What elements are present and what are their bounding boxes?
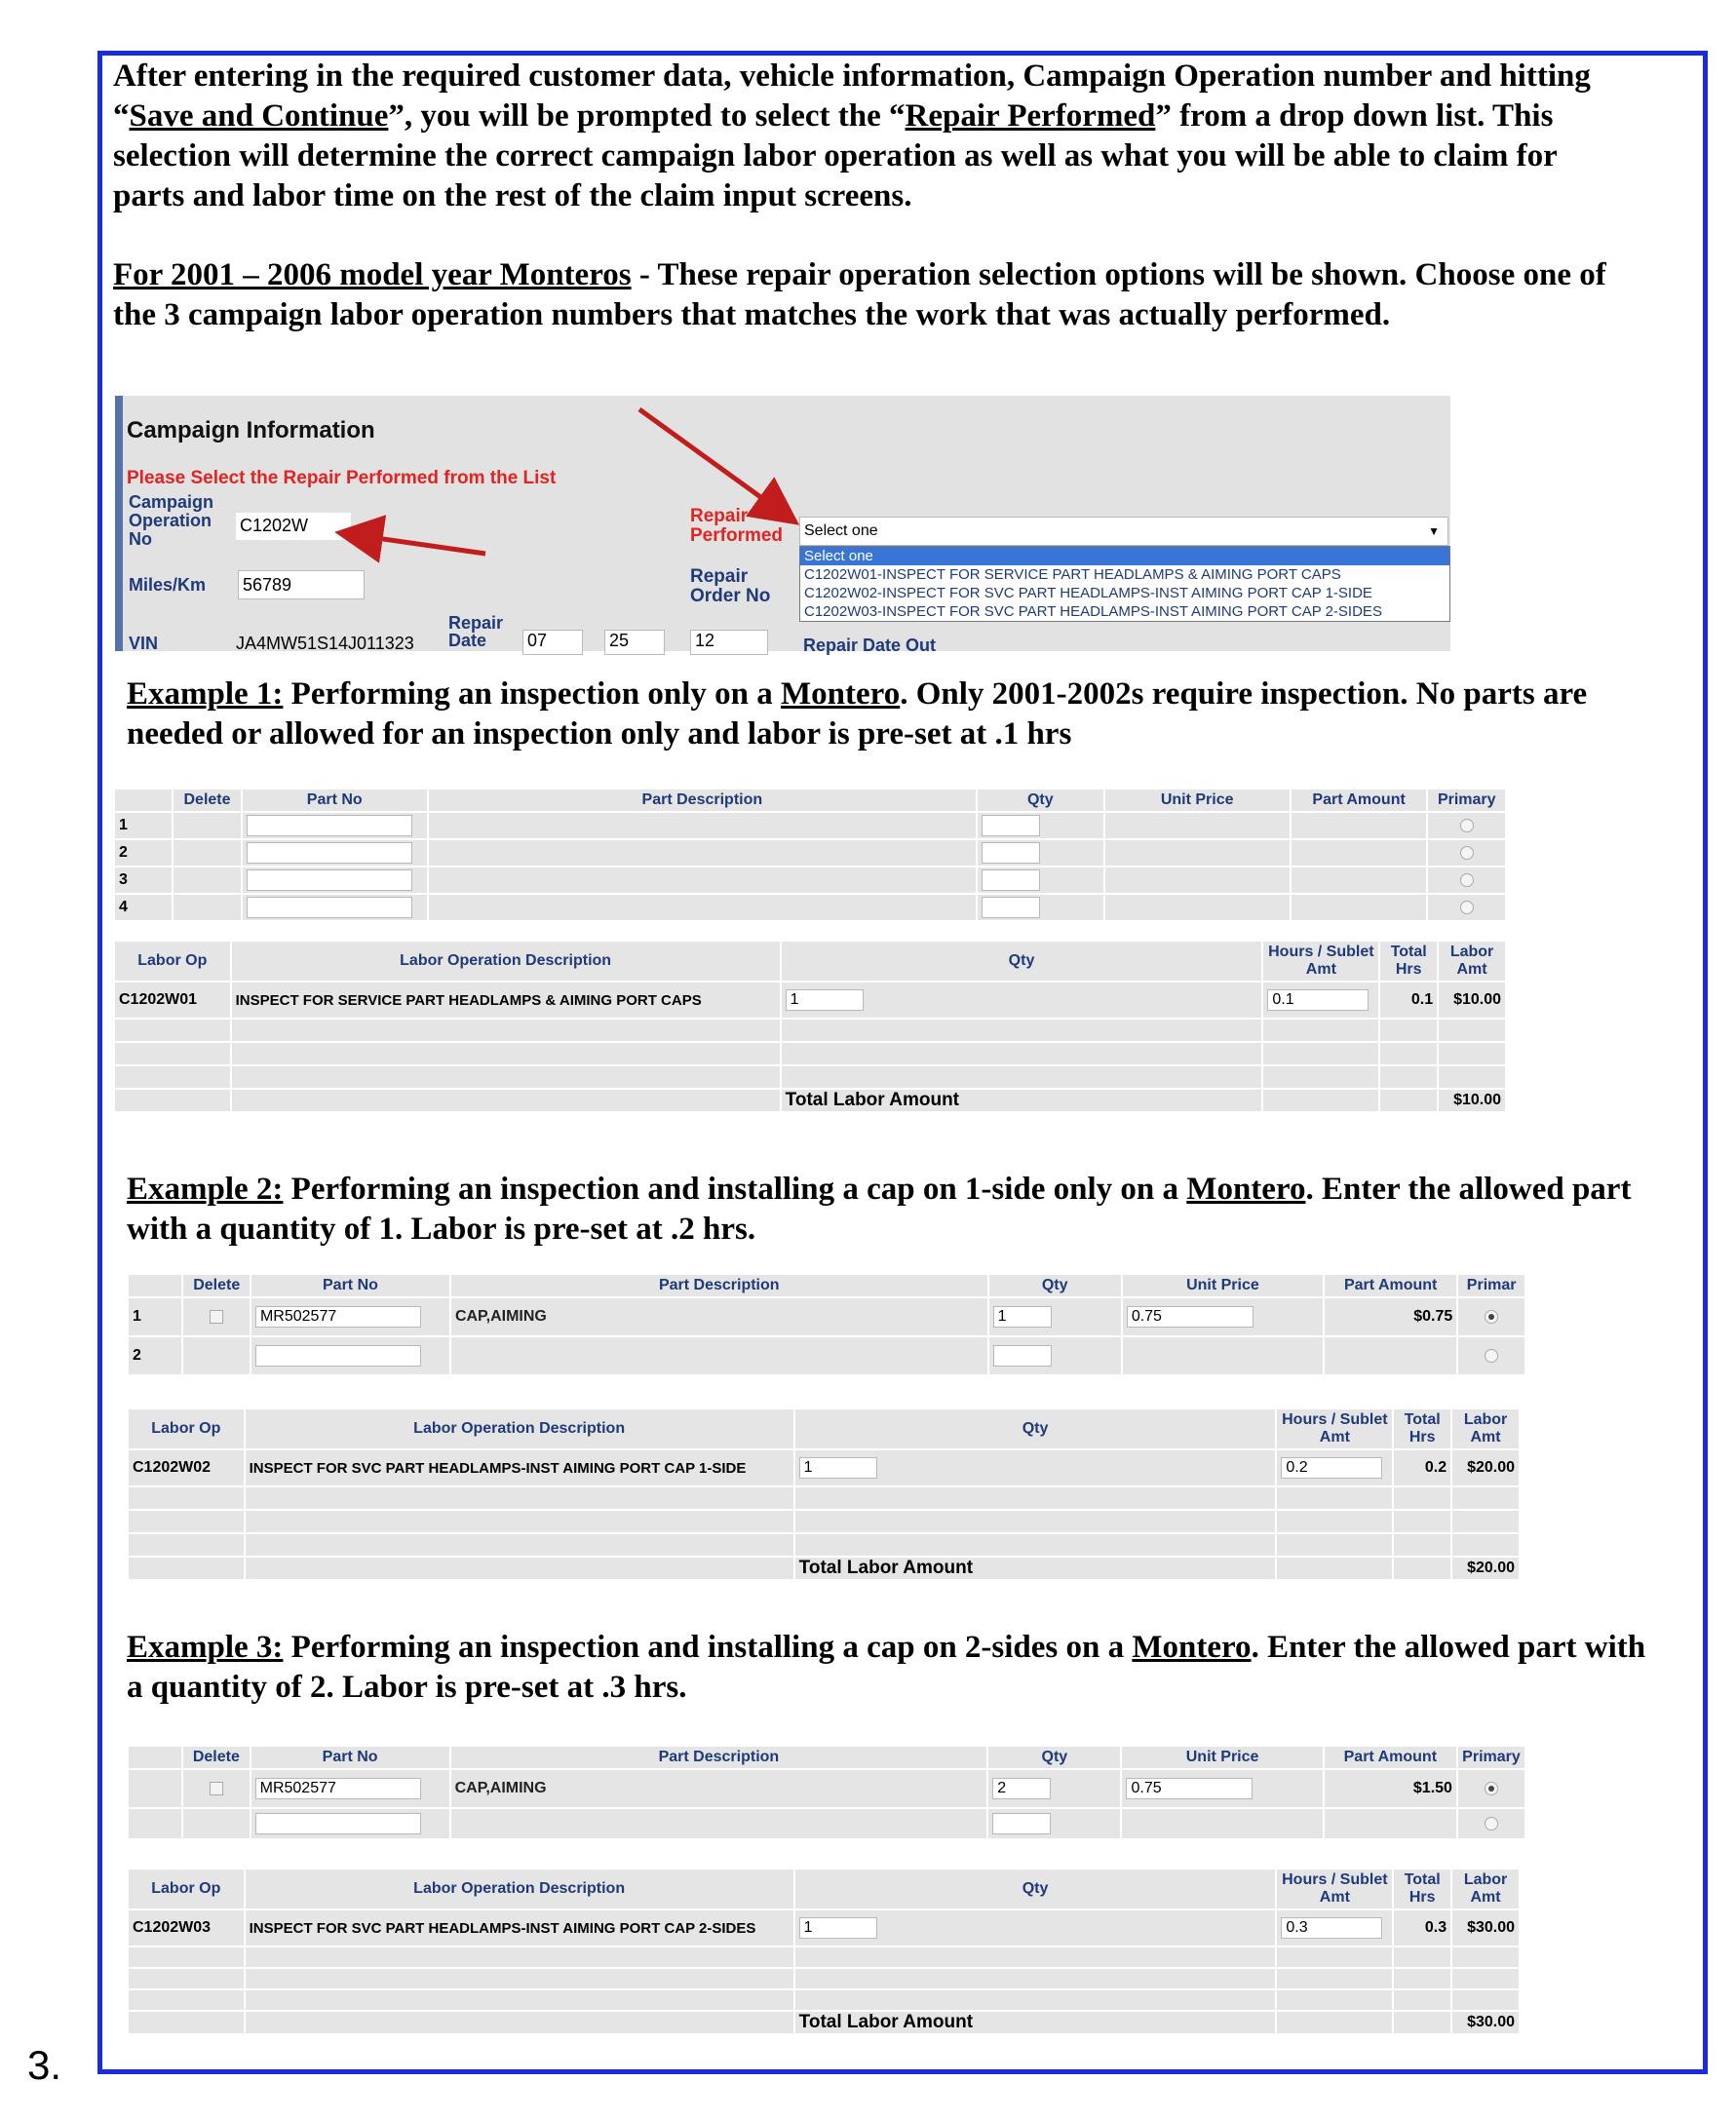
part-no-input[interactable]: MR502577 bbox=[255, 1306, 421, 1328]
unit-price-input[interactable]: 0.75 bbox=[1127, 1306, 1254, 1328]
primary-radio[interactable] bbox=[1460, 819, 1474, 832]
delete-checkbox[interactable] bbox=[210, 1310, 223, 1324]
option-select-one[interactable]: Select one bbox=[800, 547, 1449, 565]
primary-radio[interactable] bbox=[1485, 1817, 1498, 1831]
repair-order-input[interactable]: 12 bbox=[690, 630, 768, 655]
ex1-parts-table: Delete Part No Part Description Qty Unit Price Part Amount Primary 1 2 3 4 bbox=[113, 788, 1507, 922]
primary-radio[interactable] bbox=[1460, 846, 1474, 860]
qty-input[interactable]: 2 bbox=[992, 1778, 1051, 1799]
chevron-down-icon: ▼ bbox=[1428, 524, 1440, 538]
repair-performed-label: Repair Performed bbox=[905, 98, 1156, 134]
vin-label: VIN bbox=[129, 634, 159, 653]
option-c1202w03[interactable]: C1202W03-INSPECT FOR SVC PART HEADLAMPS-INST AIMING PORT CAP 2-SIDES bbox=[804, 603, 1382, 620]
labor-op-description: INSPECT FOR SERVICE PART HEADLAMPS & AIMING PORT CAPS bbox=[231, 982, 781, 1019]
primary-radio[interactable] bbox=[1485, 1782, 1498, 1795]
total-hours: 0.3 bbox=[1393, 1909, 1451, 1947]
delete-checkbox[interactable] bbox=[210, 1782, 223, 1795]
part-amount: $1.50 bbox=[1324, 1769, 1457, 1808]
labor-op-code: C1202W03 bbox=[128, 1909, 245, 1947]
qty-input[interactable] bbox=[982, 842, 1040, 864]
total-labor-amount: $30.00 bbox=[1451, 2011, 1520, 2034]
qty-input[interactable]: 1 bbox=[993, 1306, 1052, 1328]
repair-date-month[interactable]: 07 bbox=[522, 630, 583, 655]
ex3-labor-table: Labor Op Labor Operation Description Qty Hours / Sublet Amt Total Hrs Labor Amt C1202W03 INSPECT FOR SVC PART HEADLAMPS-INST AIMING PORT CAP 2-SIDES 1 0.3 0.3 $30.00 Total Labor Amount $30.00 bbox=[127, 1868, 1521, 2035]
campaign-op-input[interactable]: C1202W bbox=[236, 513, 351, 540]
vin-value: JA4MW51S14J011323 bbox=[236, 634, 414, 653]
repair-date-label: Repair Date bbox=[448, 613, 504, 650]
miles-label: Miles/Km bbox=[129, 575, 207, 595]
labor-amount: $20.00 bbox=[1451, 1449, 1520, 1486]
primary-radio[interactable] bbox=[1460, 901, 1474, 914]
arrow-to-select bbox=[639, 409, 788, 517]
unit-price-input[interactable]: 0.75 bbox=[1126, 1778, 1253, 1799]
qty-input[interactable] bbox=[982, 869, 1040, 891]
labor-op-code: C1202W01 bbox=[114, 982, 231, 1019]
part-no-input[interactable]: MR502577 bbox=[255, 1778, 421, 1799]
repair-date-day[interactable]: 25 bbox=[604, 630, 665, 655]
option-c1202w01[interactable]: C1202W01-INSPECT FOR SERVICE PART HEADLAMPS & AIMING PORT CAPS bbox=[804, 566, 1341, 583]
ex2-labor-table: Labor Op Labor Operation Description Qty Hours / Sublet Amt Total Hrs Labor Amt C1202W02 INSPECT FOR SVC PART HEADLAMPS-INST AIMING PORT CAP 1-SIDE 1 0.2 0.2 $20.00 Total Labor Amount $20.00 bbox=[127, 1407, 1521, 1581]
example-2-text: Example 2: Performing an inspection and installing a cap on 1-side only on a Montero. Enter the allowed part with a quantity of 1. Labor is pre-set at .2 hrs. bbox=[127, 1172, 1632, 1247]
part-no-input[interactable] bbox=[247, 869, 412, 891]
labor-qty-input[interactable]: 1 bbox=[799, 1917, 877, 1939]
ex2-parts-table: Delete Part No Part Description Qty Unit Price Part Amount Primar 1 MR502577 CAP,AIMING 1 0.75 $0.75 2 bbox=[127, 1273, 1526, 1376]
option-c1202w02[interactable]: C1202W02-INSPECT FOR SVC PART HEADLAMPS-INST AIMING PORT CAP 1-SIDE bbox=[804, 585, 1372, 601]
part-description: CAP,AIMING bbox=[450, 1769, 988, 1808]
primary-radio[interactable] bbox=[1485, 1349, 1498, 1363]
total-hours: 0.2 bbox=[1393, 1449, 1451, 1486]
save-continue-label: Save and Continue bbox=[129, 98, 389, 134]
ex1-labor-table: Labor Op Labor Operation Description Qty Hours / Sublet Amt Total Hrs Labor Amt C1202W01 INSPECT FOR SERVICE PART HEADLAMPS & AIMING PORT CAPS 1 0.1 0.1 $10.00 Total Labor Amount $10.00 bbox=[113, 940, 1507, 1113]
repair-date-out-label: Repair Date Out bbox=[803, 636, 937, 655]
intro-paragraph-1: After entering in the required customer data, vehicle information, Campaign Operation number and hitting “Save and Continue”, you will be prompted to select the “Repair Performed” from a drop down list. This selection will determine the correct campaign labor operation as well as what you will be able to claim for parts and labor time on the rest of the claim input screens. bbox=[113, 58, 1591, 213]
intro-paragraph-2: For 2001 – 2006 model year Monteros - These repair operation selection options will be shown. Choose one of the 3 campaign labor operation numbers that matches the work that was actually performed. bbox=[113, 257, 1606, 332]
primary-radio[interactable] bbox=[1485, 1310, 1498, 1324]
part-no-input[interactable] bbox=[247, 897, 412, 918]
ex3-parts-table: Delete Part No Part Description Qty Unit Price Part Amount Primary MR502577 CAP,AIMING 2 0.75 $1.50 bbox=[127, 1745, 1526, 1840]
hours-input[interactable]: 0.3 bbox=[1281, 1917, 1382, 1939]
repair-order-label: Repair Order No bbox=[690, 566, 771, 606]
qty-input[interactable] bbox=[992, 1813, 1051, 1834]
qty-input[interactable] bbox=[982, 815, 1040, 836]
labor-op-description: INSPECT FOR SVC PART HEADLAMPS-INST AIMING PORT CAP 2-SIDES bbox=[245, 1909, 794, 1947]
part-no-input[interactable] bbox=[247, 815, 412, 836]
arrow-to-op-number bbox=[349, 534, 485, 554]
total-labor-amount: $20.00 bbox=[1451, 1557, 1520, 1580]
total-hours: 0.1 bbox=[1379, 982, 1438, 1019]
part-no-input[interactable] bbox=[247, 842, 412, 864]
labor-op-code: C1202W02 bbox=[128, 1449, 245, 1486]
hours-input[interactable]: 0.1 bbox=[1267, 989, 1369, 1011]
example-3-text: Example 3: Performing an inspection and installing a cap on 2-sides on a Montero. Enter the allowed part with a quantity of 2. Labor is pre-set at .3 hrs. bbox=[127, 1630, 1646, 1705]
miles-input[interactable]: 56789 bbox=[238, 570, 365, 599]
campaign-title: Campaign Information bbox=[127, 417, 375, 443]
qty-input[interactable] bbox=[982, 897, 1040, 918]
part-amount: $0.75 bbox=[1324, 1297, 1457, 1336]
total-labor-amount: $10.00 bbox=[1438, 1089, 1506, 1112]
example-1-text: Example 1: Performing an inspection only on a Montero. Only 2001-2002s require inspection. No parts are needed or allowed for an inspection only and labor is pre-set at .1 hrs bbox=[127, 676, 1588, 752]
labor-qty-input[interactable]: 1 bbox=[799, 1457, 877, 1479]
part-description: CAP,AIMING bbox=[450, 1297, 988, 1336]
primary-radio[interactable] bbox=[1460, 873, 1474, 887]
part-no-input[interactable] bbox=[255, 1813, 421, 1834]
labor-amount: $10.00 bbox=[1438, 982, 1506, 1019]
hours-input[interactable]: 0.2 bbox=[1281, 1457, 1382, 1479]
labor-qty-input[interactable]: 1 bbox=[786, 989, 864, 1011]
repair-performed-select[interactable]: Select one ▼ bbox=[799, 517, 1448, 546]
repair-performed-field-label: Repair Performed bbox=[690, 506, 784, 546]
labor-op-description: INSPECT FOR SVC PART HEADLAMPS-INST AIMING PORT CAP 1-SIDE bbox=[245, 1449, 794, 1486]
qty-input[interactable] bbox=[993, 1345, 1052, 1367]
page-number: 3. bbox=[27, 2042, 62, 2088]
select-warning: Please Select the Repair Performed from the List bbox=[127, 468, 557, 488]
campaign-op-label: Campaign Operation No bbox=[129, 492, 214, 549]
labor-amount: $30.00 bbox=[1451, 1909, 1520, 1947]
part-no-input[interactable] bbox=[255, 1345, 421, 1367]
